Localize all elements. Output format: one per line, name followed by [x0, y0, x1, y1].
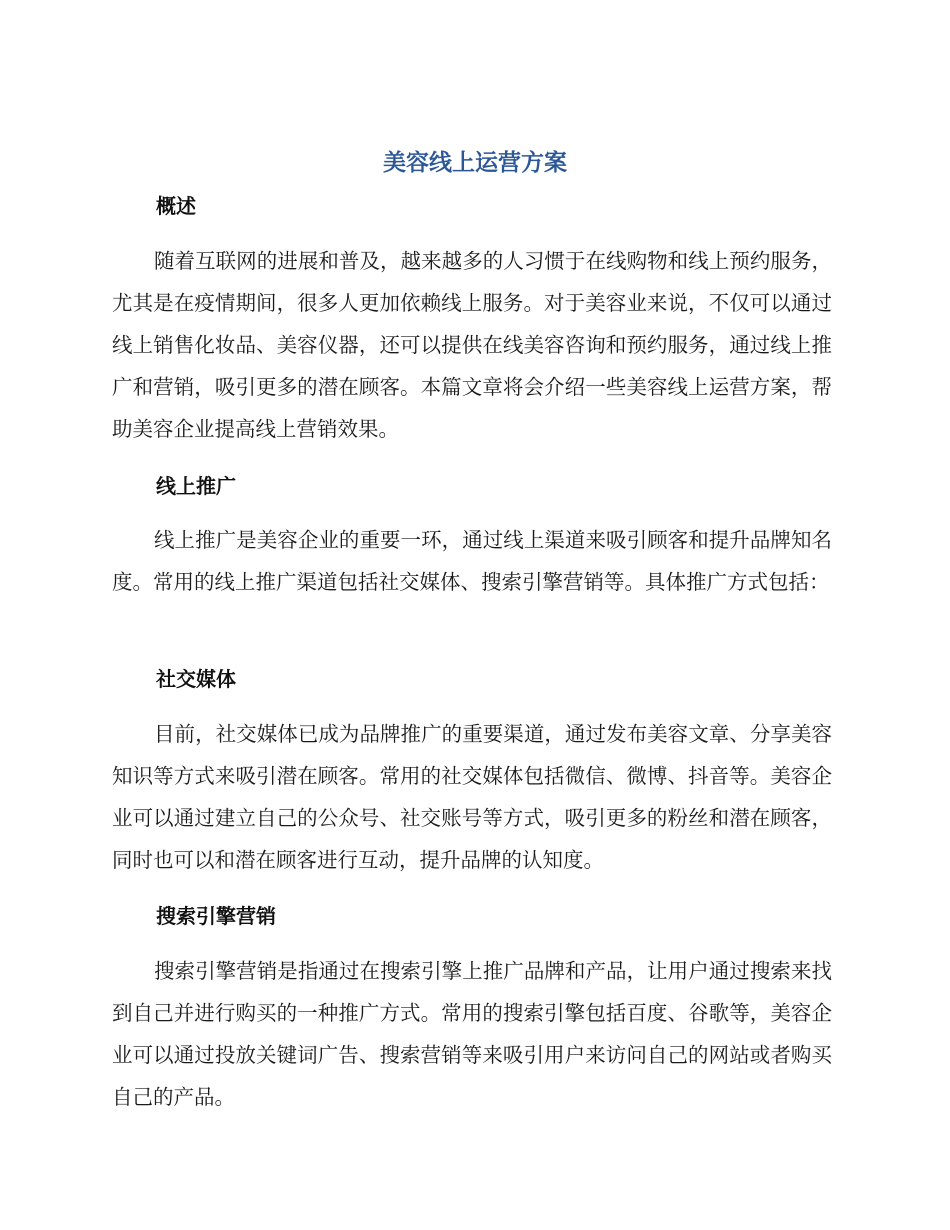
section-heading-online-promotion: 线上推广 — [156, 474, 236, 498]
section-paragraph-overview: 随着互联网的进展和普及，越来越多的人习惯于在线购物和线上预约服务，尤其是在疫情期间，很多人更加依赖线上服务。对于美容业来说，不仅可以通过线上销售化妆品、美容仪器，还可以提供在线美容咨询和预约服务，通过线上推广和营销，吸引更多的潜在顾客。本篇文章将会介绍一些美容线上运营方案，帮助美容企业提高线上营销效果。 — [112, 249, 832, 441]
section-paragraph-social-media: 目前，社交媒体已成为品牌推广的重要渠道，通过发布美容文章、分享美容知识等方式来吸引潜在顾客。常用的社交媒体包括微信、微博、抖音等。美容企业可以通过建立自己的公众号、社交账号等方式，吸引更多的粉丝和潜在顾客，同时也可以和潜在顾客进行互动，提升品牌的认知度。 — [112, 722, 832, 872]
section-paragraph-online-promotion: 线上推广是美容企业的重要一环，通过线上渠道来吸引顾客和提升品牌知名度。常用的线上推广渠道包括社交媒体、搜索引擎营销等。具体推广方式包括： — [112, 528, 832, 594]
document-title: 美容线上运营方案 — [383, 150, 567, 176]
section-paragraph-search-engine-marketing: 搜索引擎营销是指通过在搜索引擎上推广品牌和产品，让用户通过搜索来找到自己并进行购买的一种推广方式。常用的搜索引擎包括百度、谷歌等，美容企业可以通过投放关键词广告、搜索营销等来吸引用户来访问自己的网站或者购买自己的产品。 — [112, 959, 832, 1109]
section-heading-social-media: 社交媒体 — [156, 667, 236, 691]
section-heading-overview: 概述 — [156, 194, 196, 218]
section-heading-search-engine-marketing: 搜索引擎营销 — [156, 904, 276, 928]
